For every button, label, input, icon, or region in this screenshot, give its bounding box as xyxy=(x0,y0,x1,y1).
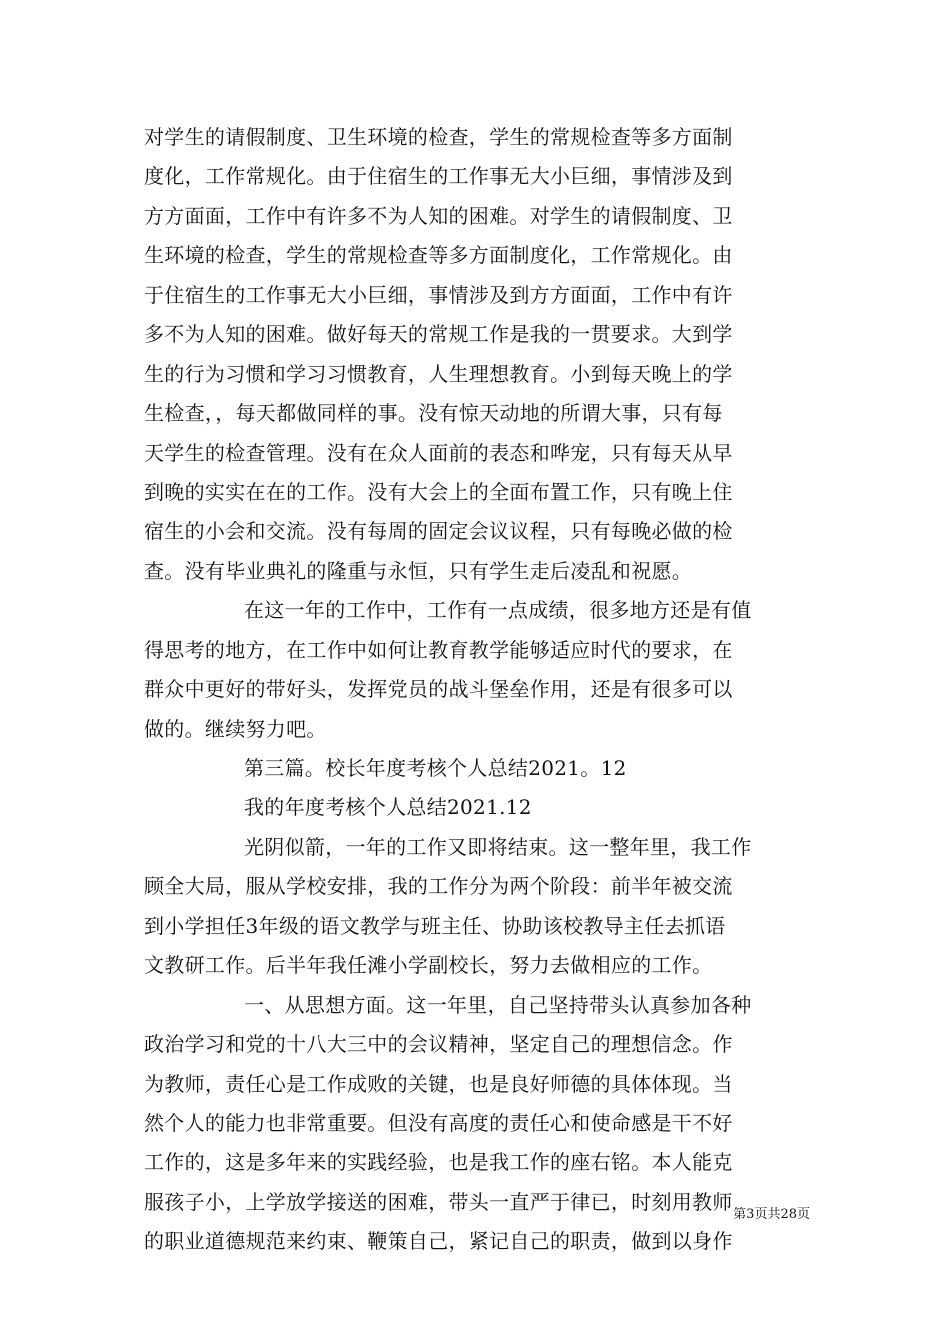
text-line: 工作的，这是多年来的实践经验，也是我工作的座右铭。本人能克 xyxy=(144,1150,733,1175)
text-line: 天学生的检查管理。没有在众人面前的表态和哗宠，只有每天从早 xyxy=(144,440,733,465)
subtitle-line: 我的年度考核个人总结2021.12 xyxy=(244,795,532,820)
paragraph-start-line: 在这一年的工作中，工作有一点成绩，很多地方还是有值 xyxy=(244,598,752,623)
text-line: 得思考的地方，在工作中如何让教育教学能够适应时代的要求，在 xyxy=(144,637,733,662)
body-text xyxy=(144,118,808,1262)
paragraph-start-line: 一、从思想方面。这一年里，自己坚持带头认真参加各种 xyxy=(244,992,752,1017)
text-line: 的职业道德规范来约束、鞭策自己，紧记自己的职责，做到以身作 xyxy=(144,1229,733,1254)
text-line: 政治学习和党的十八大三中的会议精神，坚定自己的理想信念。作 xyxy=(144,1032,733,1057)
text-line: 做的。继续努力吧。 xyxy=(144,716,327,741)
text-line: 于住宿生的工作事无大小巨细，事情涉及到方方面面，工作中有许 xyxy=(144,282,733,307)
text-line: 方方面面，工作中有许多不为人知的困难。对学生的请假制度、卫 xyxy=(144,203,733,228)
text-line: 群众中更好的带好头，发挥党员的战斗堡垒作用，还是有很多可以 xyxy=(144,677,733,702)
text-line: 宿生的小会和交流。没有每周的固定会议议程，只有每晚必做的检 xyxy=(144,519,733,544)
page-number: 第3页共28页 xyxy=(733,1207,810,1222)
text-line: 顾全大局，服从学校安排，我的工作分为两个阶段：前半年被交流 xyxy=(144,874,733,899)
section-heading: 第三篇。校长年度考核个人总结2021。12 xyxy=(244,756,627,780)
text-line: 生的行为习惯和学习习惯教育，人生理想教育。小到每天晚上的学 xyxy=(144,361,733,386)
text-line: 为教师，责任心是工作成败的关键，也是良好师德的具体体现。当 xyxy=(144,1071,733,1096)
text-line: 服孩子小，上学放学接送的困难，带头一直严于律已，时刻用教师 xyxy=(144,1189,733,1214)
text-line: 文教研工作。后半年我任滩小学副校长，努力去做相应的工作。 xyxy=(144,953,713,978)
text-line: 对学生的请假制度、卫生环境的检查，学生的常规检查等多方面制 xyxy=(144,125,733,149)
text-line: 多不为人知的困难。做好每天的常规工作是我的一贯要求。大到学 xyxy=(144,322,733,347)
text-line: 到小学担任3年级的语文教学与班主任、协助该校教导主任去抓语 xyxy=(144,913,726,938)
text-line: 查。没有毕业典礼的隆重与永恒，只有学生走后凌乱和祝愿。 xyxy=(144,558,693,583)
text-line: 度化，工作常规化。由于住宿生的工作事无大小巨细，事情涉及到 xyxy=(144,164,733,189)
text-line: 然个人的能力也非常重要。但没有高度的责任心和使命感是干不好 xyxy=(144,1110,733,1135)
text-line: 生环境的检查，学生的常规检查等多方面制度化，工作常规化。由 xyxy=(144,243,733,268)
paragraph-start-line: 光阴似箭，一年的工作又即将结束。这一整年里，我工作 xyxy=(244,834,752,859)
text-line: 到晚的实实在在的工作。没有大会上的全面布置工作，只有晚上住 xyxy=(144,479,733,504)
text-line: 生检查，，每天都做同样的事。没有惊天动地的所谓大事，只有每 xyxy=(144,401,723,426)
